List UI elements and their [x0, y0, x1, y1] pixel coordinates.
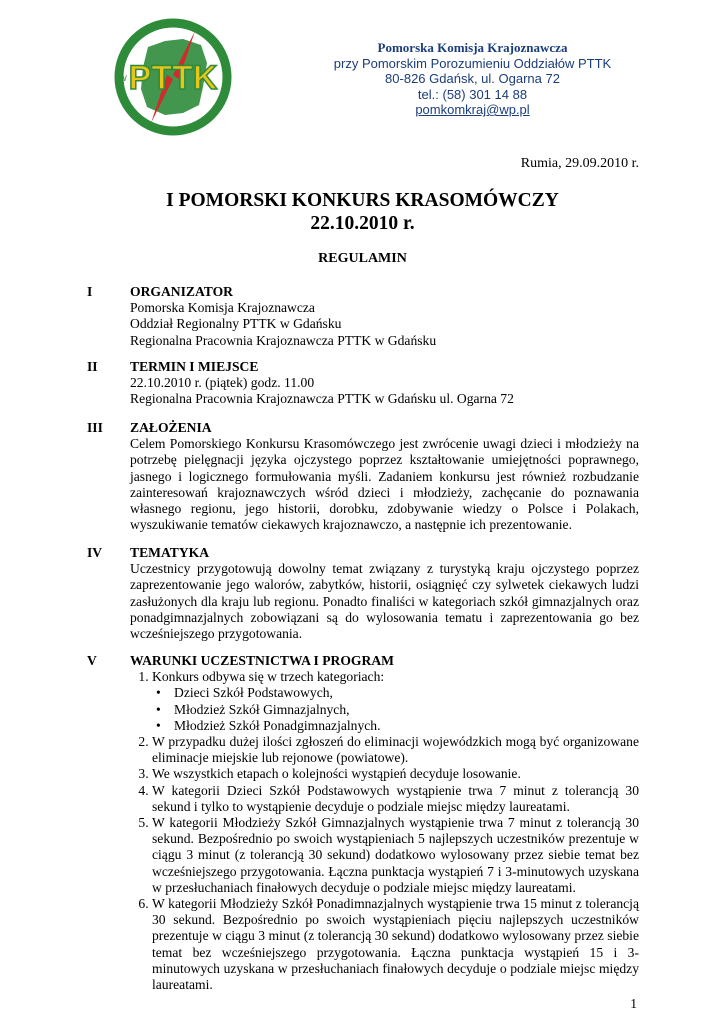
rules-list [130, 669, 639, 993]
category-item: • Dzieci Szkół Podstawowych, [156, 685, 333, 701]
section-line: Regionalna Pracownia Krajoznawcza PTTK w Gdańsku [130, 332, 437, 348]
section-line: Pomorska Komisja Krajoznawcza [130, 300, 315, 316]
bullet-icon: • [156, 717, 161, 733]
document-subtitle: REGULAMIN [318, 251, 407, 266]
category-list [152, 685, 639, 734]
org-name: Pomorska Komisja Krajoznawcza [377, 40, 568, 55]
section-line: Oddział Regionalny PTTK w Gdańsku [130, 316, 342, 332]
title-line-1: I POMORSKI KONKURS KRASOMÓWCZY [166, 190, 559, 211]
section-number: III [87, 420, 103, 435]
section-number: V [87, 653, 97, 668]
org-address: 80-826 Gdańsk, ul. Ogarna 72 [385, 71, 560, 86]
section-line: 22.10.2010 r. (piątek) godz. 11.00 [130, 375, 315, 391]
list-item [152, 669, 639, 734]
list-item: 2. W przypadku dużej ilości zgłoszeń do eliminacji wojewódzkich mogą być organizowane eliminacje miejskie lub rejonowe (powiatowe). [152, 734, 639, 766]
list-item-text: Konkurs odbywa się w trzech kategoriach: [152, 669, 385, 685]
letterhead [300, 40, 645, 118]
compass-e: E [222, 74, 228, 83]
section-topics [87, 545, 639, 642]
document-title [0, 189, 725, 235]
org-line2: przy Pomorskim Porozumieniu Oddziałów PTTK [333, 55, 612, 71]
list-item: 3. We wszystkich etapach o kolejności wystąpień decyduje losowanie. [152, 766, 639, 782]
bullet-icon: • [156, 685, 161, 701]
compass-w: W [119, 74, 127, 83]
section-heading: WARUNKI UCZESTNICTWA I PROGRAM [130, 653, 394, 668]
list-item: 6. W kategorii Młodzieży Szkół Ponadimnazjalnych wystąpienie trwa 15 minut z tolerancją 30 sekund. Bezpośrednio po swoich wystąpieniach pięciu najlepszych uczestników prezentuje w ciągu 3 minut (z tolerancją 30 sekund) dodatkowo wylosowany przez siebie temat bez wcześniejszego przygotowania. Łączna punktacja wystąpień 15 i 3-minutowych uzyskana w przesłuchaniach finałowych decyduje o podziale miejsc między laureatami. [152, 896, 639, 993]
org-email-link[interactable]: pomkomkraj@wp.pl [415, 102, 530, 117]
section-heading: TEMATYKA [130, 545, 210, 560]
section-line: Regionalna Pracownia Krajoznawcza PTTK w Gdańsku ul. Ogarna 72 [130, 391, 514, 407]
pttk-logo [103, 17, 243, 137]
logo-text: PTTK [128, 59, 218, 97]
compass-n: N [170, 20, 176, 29]
section-paragraph: Uczestnicy przygotowują dowolny temat związany z turystyką kraju ojczystego poprzez zaprezentowanie jego walorów, zabytków, historii, osiągnięć czy sylwetek ciekawych ludzi zasłużonych dla kraju lub regionu. Ponadto finaliści w kategoriach szkół gimnazjalnych oraz ponadgimnazjalnych zobowiązani są do wylosowania tematu i zaprezentowania go bez wcześniejszego przygotowania. [130, 561, 639, 642]
section-heading: TERMIN I MIEJSCE [130, 359, 259, 374]
section-organizer [87, 284, 639, 349]
section-heading: ZAŁOŻENIA [130, 420, 212, 435]
title-line-2: 22.10.2010 r. [310, 213, 415, 234]
bullet-icon: • [156, 701, 161, 717]
org-phone: tel.: (58) 301 14 88 [417, 86, 528, 102]
page-number: 1 [630, 996, 637, 1011]
section-number: I [87, 284, 93, 299]
compass-s: S [170, 127, 176, 136]
list-item: 4. W kategorii Dzieci Szkół Podstawowych wystąpienie trwa 7 minut z tolerancją 30 sekund i tylko to wystąpienie decyduje o podziale miejsc między laureatami. [152, 783, 639, 815]
category-item: • Młodzież Szkół Gimnazjalnych, [156, 701, 350, 717]
section-paragraph: Celem Pomorskiego Konkursu Krasomówczego jest zwrócenie uwagi dzieci i młodzieży na potrzebę pielęgnacji języka ojczystego poprzez kształtowanie umiejętności poprawnego, jasnego i logicznego formułowania myśli. Zadaniem konkursu jest również rozbudzanie zainteresowań krajoznawczych wśród dzieci i młodzieży, zachęcanie do poznawania własnego regionu, jego historii, dorobku, zdobywanie wiedzy o Polsce i Polakach, wyszukiwanie tematów ciekawych krajoznawczo, a następnie ich prezentowanie. [130, 436, 639, 533]
section-number: II [87, 359, 98, 374]
section-heading: ORGANIZATOR [130, 284, 233, 299]
section-number: IV [87, 545, 103, 560]
section-rules [87, 653, 639, 993]
section-date-place [87, 359, 639, 408]
list-item: 5. W kategorii Młodzieży Szkół Gimnazjalnych wystąpienie trwa 7 minut z tolerancją 30 sekund. Bezpośrednio po swoich wystąpieniach 5 najlepszych uczestników prezentuje w ciągu 3 minut (z tolerancją 30 sekund) dodatkowo wylosowany przez siebie temat bez wcześniejszego przygotowania. Łączna punktacja wystąpień 7 i 3-minutowych uzyskana w przesłuchaniach finałowych decyduje o podziale miejsc między laureatami. [152, 815, 639, 896]
category-item: • Młodzież Szkół Ponadgimnazjalnych. [156, 717, 381, 733]
section-assumptions [87, 420, 639, 533]
document-date: Rumia, 29.09.2010 r. [520, 156, 639, 171]
